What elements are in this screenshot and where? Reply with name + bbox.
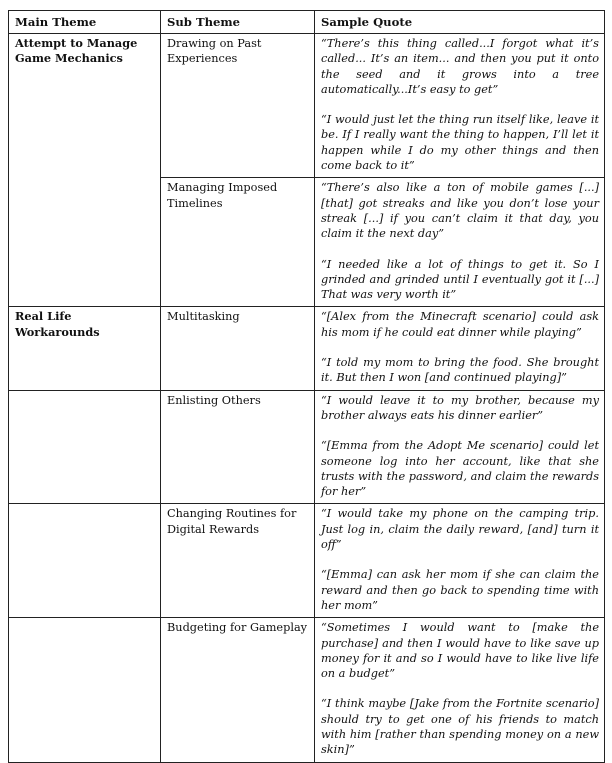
sample-quote: “There’s this thing called...I forgot what it’s called... It’s an item... and then you put it onto the seed and it grows into a tree automatically...It’s easy to get”	[321, 37, 599, 96]
sub-theme-cell: Managing Imposed Timelines	[161, 178, 315, 307]
header-sub-theme: Sub Theme	[161, 11, 315, 34]
sub-theme-cell: Multitasking	[161, 307, 315, 390]
quotes-cell	[315, 178, 605, 307]
sub-theme-cell: Budgeting for Gameplay	[161, 618, 315, 762]
header-sample-quote: Sample Quote	[315, 11, 605, 34]
main-theme-cell: Real Life Workarounds	[9, 307, 161, 390]
themes-table-container	[8, 10, 604, 763]
sample-quote: “[Emma from the Adopt Me scenario] could let someone log into her account, like that she trusts with the password, and claim the rewards for her”	[321, 439, 600, 499]
main-theme-cell	[9, 178, 161, 307]
sample-quote: “I told my mom to bring the food. She brought it. But then I won [and continued playing]”	[321, 356, 599, 385]
header-main-theme: Main Theme	[9, 11, 161, 34]
table-row	[9, 390, 605, 504]
sample-quote: “Sometimes I would want to [make the purchase] and then I would have to like save up money for it and so I would have to like live life on a budget”	[321, 621, 599, 681]
sample-quote: “I would leave it to my brother, because my brother always eats his dinner earlier”	[321, 393, 599, 422]
sub-theme-cell: Enlisting Others	[161, 390, 315, 504]
sample-quote: “I needed like a lot of things to get it. So I grinded and grinded until I eventually got it [...] That was very worth it”	[321, 257, 599, 302]
table-row	[9, 178, 605, 307]
quotes-cell	[315, 307, 605, 390]
themes-table	[8, 10, 605, 763]
sample-quote: “[Emma] can ask her mom if she can claim the reward and then go back to spending time with her mom”	[321, 568, 599, 612]
sample-quote: “[Alex from the Minecraft scenario] could ask his mom if he could eat dinner while playing”	[321, 310, 599, 339]
sample-quote: “I think maybe [Jake from the Fortnite scenario] should try to get one of his friends to match with him [rather than spending money on a new skin]”	[321, 697, 599, 757]
main-theme-cell: Attempt to Manage Game Mechanics	[9, 34, 161, 178]
table-header-row	[9, 11, 605, 34]
sample-quote: “I would take my phone on the camping trip. Just log in, claim the daily reward, [and] turn it off”	[321, 507, 599, 552]
main-theme-cell	[9, 618, 161, 762]
quotes-cell	[315, 390, 605, 504]
sample-quote: “There’s also like a ton of mobile games [...] [that] got streaks and like you don’t lose your streak [...] if you can’t claim it that day, you claim it the next day”	[321, 181, 599, 241]
table-row	[9, 618, 605, 762]
sub-theme-cell: Drawing on Past Experiences	[161, 34, 315, 178]
sample-quote: “I would just let the thing run itself like, leave it be. If I really want the thing to happen, I’ll let it happen while I do my other things and then come back to it”	[321, 113, 599, 173]
main-theme-cell	[9, 504, 161, 618]
quotes-cell	[315, 34, 605, 178]
quotes-cell	[315, 504, 605, 618]
table-row	[9, 34, 605, 178]
table-row	[9, 307, 605, 390]
table-row	[9, 504, 605, 618]
main-theme-cell	[9, 390, 161, 504]
quotes-cell	[315, 618, 605, 762]
sub-theme-cell: Changing Routines for Digital Rewards	[161, 504, 315, 618]
